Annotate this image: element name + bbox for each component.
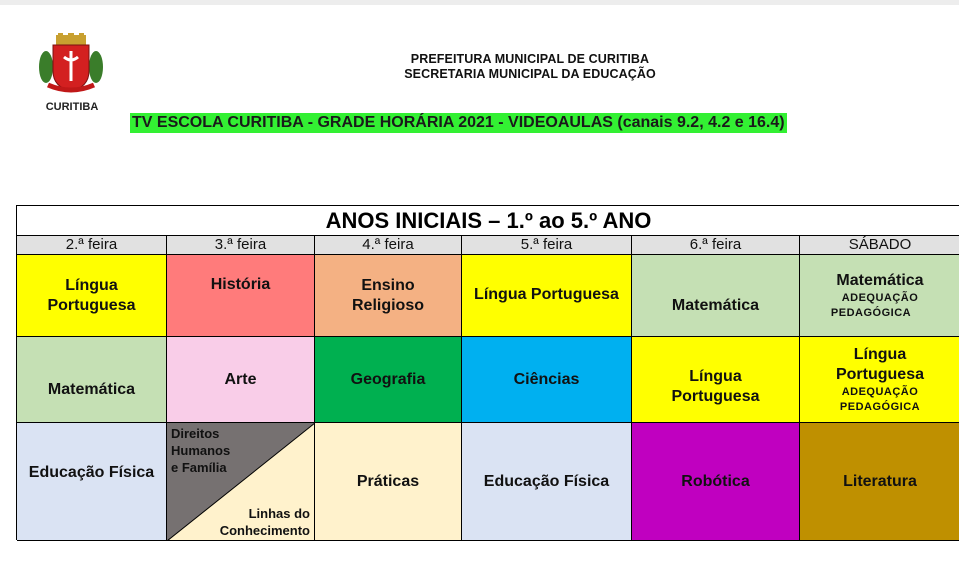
subject-note-cont: PEDAGÓGICA: [839, 400, 921, 413]
subject-note: ADEQUAÇÃO: [841, 292, 919, 304]
day-header-wednesday: 4.ª feira: [315, 236, 462, 255]
split-class-cell: [167, 423, 315, 541]
subject-name: Língua Portuguesa: [474, 286, 619, 303]
logo-label: CURITIBA: [45, 101, 99, 113]
class-cell: [632, 337, 800, 423]
split-bottom-line2: Conhecimento: [219, 523, 310, 538]
subject-name-cont: Portuguesa: [671, 387, 760, 405]
class-cell: [462, 423, 632, 541]
subject-name: Educação Física: [28, 463, 155, 481]
subject-name: Práticas: [356, 472, 420, 490]
subject-name: Robótica: [681, 472, 750, 490]
subject-name: Língua: [65, 276, 118, 294]
subject-note: ADEQUAÇÃO: [841, 385, 919, 398]
subject-name-cont: Religioso: [351, 296, 424, 314]
class-cell: [167, 337, 315, 423]
table-title: ANOS INICIAIS – 1.º ao 5.º ANO: [17, 206, 959, 236]
class-cell: [462, 255, 632, 337]
secretaria-heading: SECRETARIA MUNICIPAL DA EDUCAÇÃO: [404, 67, 656, 81]
class-cell: [462, 337, 632, 423]
subject-name: Matemática: [671, 296, 760, 314]
class-cell: [17, 255, 167, 337]
day-header-friday: 6.ª feira: [632, 236, 800, 255]
split-top-line1: Direitos: [171, 426, 220, 441]
subject-name: Matemática: [836, 272, 924, 289]
day-header-thursday: 5.ª feira: [462, 236, 632, 255]
class-cell: [800, 423, 959, 541]
schedule-table: [16, 205, 959, 540]
subject-name: Matemática: [47, 380, 136, 398]
subject-name: Ciências: [513, 370, 580, 388]
top-strip: [0, 0, 959, 5]
subject-name: Arte: [224, 370, 257, 388]
split-top-subject: [171, 425, 230, 476]
subject-name: História: [210, 276, 271, 293]
subject-name: Geografia: [350, 370, 426, 388]
split-top-line3: e Família: [171, 460, 227, 475]
class-cell: [17, 423, 167, 541]
class-cell: [17, 337, 167, 423]
prefeitura-heading: PREFEITURA MUNICIPAL DE CURITIBA: [410, 52, 650, 66]
class-cell: [632, 423, 800, 541]
class-cell: [800, 255, 959, 337]
split-top-line2: Humanos: [171, 443, 231, 458]
subject-name-cont: Portuguesa: [835, 365, 924, 383]
day-header-tuesday: 3.ª feira: [167, 236, 315, 255]
day-header-saturday: SÁBADO: [800, 236, 959, 255]
class-cell: [800, 337, 959, 423]
subject-name: Ensino: [361, 276, 415, 294]
subject-note-cont: PEDAGÓGICA: [830, 307, 912, 319]
subject-name: Educação Física: [483, 472, 610, 490]
subject-name: Literatura: [843, 472, 917, 490]
curitiba-coat-of-arms-logo: [38, 33, 104, 97]
schedule-title: TV ESCOLA CURITIBA - GRADE HORÁRIA 2021 - VIDEOAULAS (canais 9.2, 4.2 e 16.4): [132, 114, 785, 131]
class-cell: [315, 255, 462, 337]
subject-name: Língua: [689, 367, 742, 385]
subject-name: Língua: [853, 345, 907, 363]
class-cell: [315, 423, 462, 541]
class-cell: [632, 255, 800, 337]
split-bottom-line1: Linhas do: [248, 506, 310, 521]
day-header-monday: 2.ª feira: [17, 236, 167, 255]
class-cell: [315, 337, 462, 423]
class-cell: [167, 255, 315, 337]
subject-name-cont: Portuguesa: [47, 296, 136, 314]
split-bottom-subject: [220, 505, 310, 539]
